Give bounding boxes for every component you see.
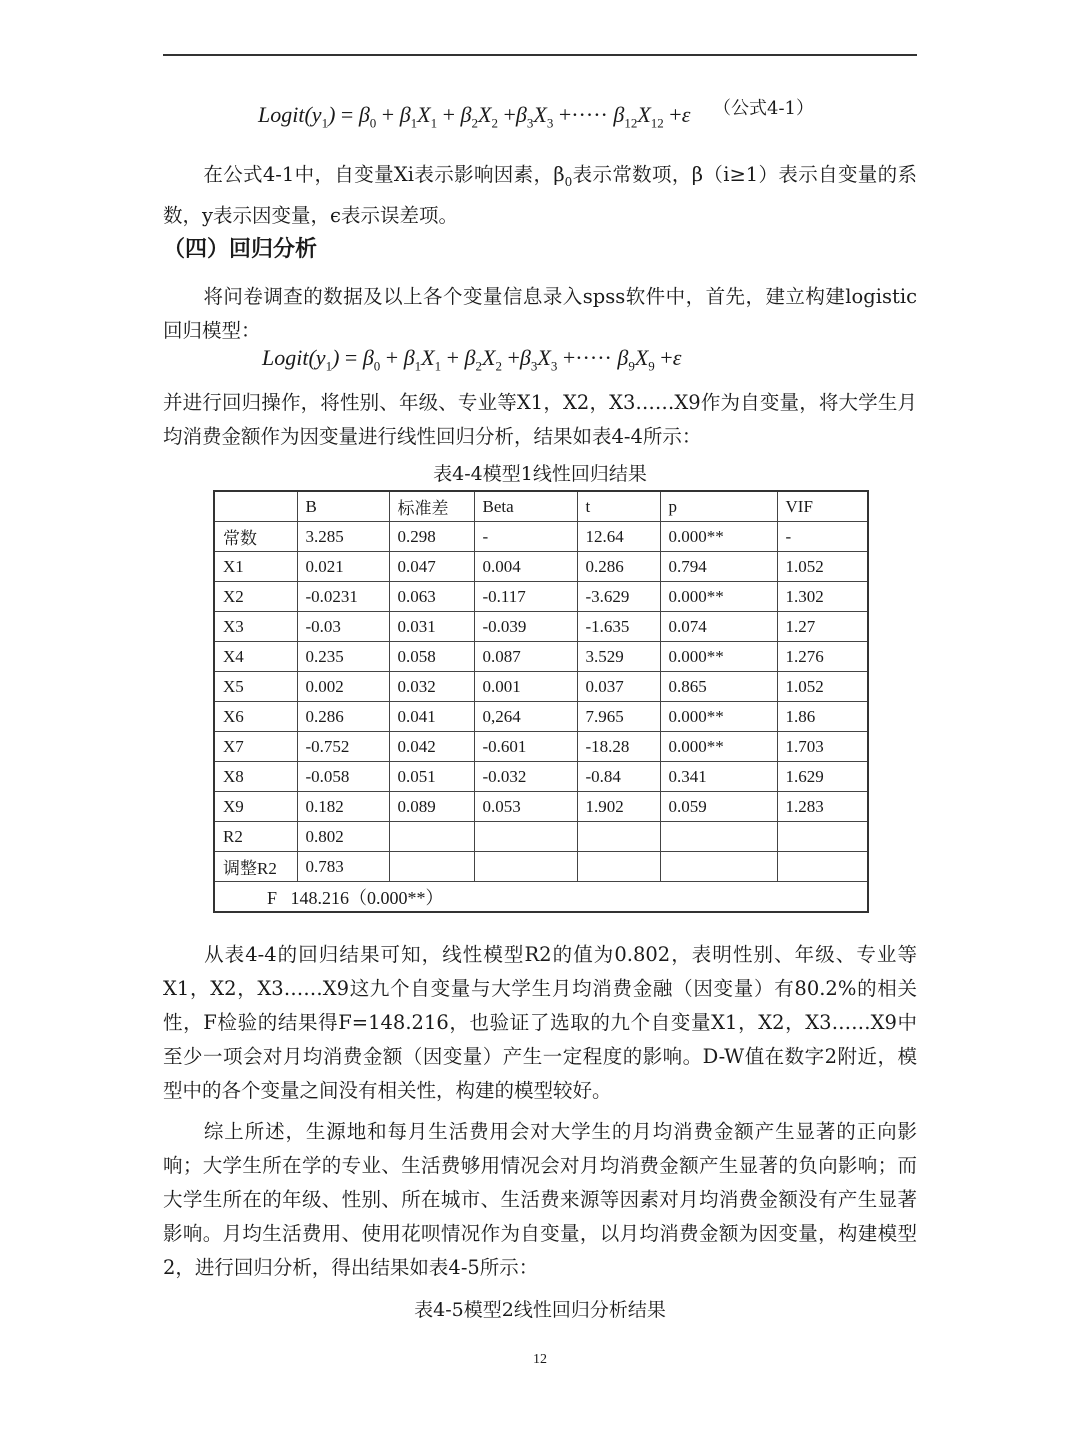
value-cell: 0.051	[389, 762, 474, 792]
regression-setup-paragraph: 并进行回归操作，将性别、年级、专业等X1，X2，X3……X9作为自变量，将大学生月均消费金额作为因变量进行线性回归分析，结果如表4-4所示：	[163, 391, 917, 448]
value-cell: 0.063	[389, 582, 474, 612]
value-cell: 0.000**	[660, 522, 777, 552]
table-row	[214, 552, 868, 582]
value-cell: -0.0231	[297, 582, 389, 612]
value-cell: 0.031	[389, 612, 474, 642]
header-cell: t	[577, 491, 660, 522]
value-cell: -0.117	[474, 582, 577, 612]
value-cell: 0.000**	[660, 732, 777, 762]
value-cell	[577, 852, 660, 882]
formula-4-1-label: （公式4-1）	[713, 98, 814, 119]
value-cell: 1.703	[777, 732, 868, 762]
value-cell: 0.235	[297, 642, 389, 672]
value-cell: -0.601	[474, 732, 577, 762]
formula-explanation-paragraph: 在公式4-1中，自变量Xi表示影响因素，$\beta_0$表示常数项，β（i≥1）表示自变量的系数，y表示因变量，ϵ表示误差项。	[163, 163, 917, 227]
value-cell: 1.629	[777, 762, 868, 792]
row-label-cell: X3	[214, 612, 297, 642]
value-cell: -0.032	[474, 762, 577, 792]
results-interpretation-paragraph: 从表4-4的回归结果可知，线性模型R2的值为0.802，表明性别、年级、专业等X1，X2，X3……X9这九个自变量与大学生月均消费金融（因变量）有80.2%的相关性，F检验的结果得F=148.216，也验证了选取的九个自变量X1，X2，X3……X9中至少一项会对月均消费金额（因变量）产生一定程度的影响。D-W值在数字2附近，模型中的各个变量之间没有相关性，构建的模型较好。	[163, 943, 917, 1102]
value-cell: 3.529	[577, 642, 660, 672]
table-header-row	[214, 491, 868, 522]
value-cell: 0.001	[474, 672, 577, 702]
page-number: 12	[533, 1352, 547, 1367]
value-cell: 1.052	[777, 672, 868, 702]
value-cell: 1.276	[777, 642, 868, 672]
value-cell: 0.000**	[660, 642, 777, 672]
value-cell: 0.032	[389, 672, 474, 702]
value-cell: 0.286	[297, 702, 389, 732]
header-cell: B	[297, 491, 389, 522]
table-4-5-caption: 表4-5模型2线性回归分析结果	[414, 1299, 666, 1321]
table-row	[214, 732, 868, 762]
value-cell	[389, 852, 474, 882]
row-label-cell: X8	[214, 762, 297, 792]
value-cell: 0.087	[474, 642, 577, 672]
value-cell	[660, 852, 777, 882]
value-cell: -18.28	[577, 732, 660, 762]
value-cell: 0.783	[297, 852, 389, 882]
value-cell: -0.752	[297, 732, 389, 762]
row-label-cell: 调整R2	[214, 852, 297, 882]
row-label-cell: X9	[214, 792, 297, 822]
value-cell: 0.182	[297, 792, 389, 822]
value-cell: 0.002	[297, 672, 389, 702]
header-cell: p	[660, 491, 777, 522]
table-row	[214, 582, 868, 612]
table-row	[214, 762, 868, 792]
value-cell: 1.283	[777, 792, 868, 822]
row-label-cell: X7	[214, 732, 297, 762]
value-cell: 0.047	[389, 552, 474, 582]
value-cell: 0,264	[474, 702, 577, 732]
value-cell: 0.058	[389, 642, 474, 672]
table-row	[214, 852, 868, 882]
row-label-cell: 常数	[214, 522, 297, 552]
table-row	[214, 522, 868, 552]
table-row	[214, 822, 868, 852]
value-cell: -3.629	[577, 582, 660, 612]
header-cell: VIF	[777, 491, 868, 522]
value-cell: 1.86	[777, 702, 868, 732]
regression-table-4-4	[213, 490, 869, 913]
model-1-formula: $Logit(y_1) = \beta_0 + \beta_1X_1 + \beta_2X_2 +\beta_3X_3$ +····· $\beta_9X_9 +\varepsilon$	[262, 345, 682, 374]
f-statistic-cell: F 148.216（0.000**）	[214, 882, 868, 913]
row-label-cell: X5	[214, 672, 297, 702]
row-label-cell: X4	[214, 642, 297, 672]
value-cell: 0.041	[389, 702, 474, 732]
value-cell: 1.302	[777, 582, 868, 612]
row-label-cell: X1	[214, 552, 297, 582]
value-cell: 0.004	[474, 552, 577, 582]
value-cell: 0.089	[389, 792, 474, 822]
header-cell: Beta	[474, 491, 577, 522]
model-intro-paragraph: 将问卷调查的数据及以上各个变量信息录入spss软件中，首先，建立构建logistic回归模型：	[163, 285, 917, 342]
value-cell	[777, 852, 868, 882]
value-cell: -1.635	[577, 612, 660, 642]
value-cell: 0.042	[389, 732, 474, 762]
value-cell: -0.84	[577, 762, 660, 792]
table-row	[214, 612, 868, 642]
table-row	[214, 642, 868, 672]
value-cell: 0.021	[297, 552, 389, 582]
value-cell: -	[474, 522, 577, 552]
formula-4-1: $Logit(y_1) = \beta_0 + \beta_1X_1 + \beta_2X_2 +\beta_3X_3$ +····· $\beta_{12}X_{12} +\varepsilon$	[258, 102, 691, 131]
value-cell	[474, 852, 577, 882]
value-cell: -0.039	[474, 612, 577, 642]
value-cell: 3.285	[297, 522, 389, 552]
row-label-cell: X6	[214, 702, 297, 732]
value-cell: 0.286	[577, 552, 660, 582]
section-heading: （四）回归分析	[163, 237, 318, 262]
value-cell: 0.074	[660, 612, 777, 642]
table-row	[214, 792, 868, 822]
value-cell	[389, 822, 474, 852]
row-label-cell: X2	[214, 582, 297, 612]
table-4-4-caption: 表4-4模型1线性回归结果	[433, 463, 647, 485]
value-cell: 1.902	[577, 792, 660, 822]
f-statistic-row	[214, 882, 868, 913]
table-row	[214, 702, 868, 732]
value-cell	[777, 822, 868, 852]
value-cell: 0.794	[660, 552, 777, 582]
value-cell: 0.000**	[660, 702, 777, 732]
value-cell	[577, 822, 660, 852]
value-cell: -	[777, 522, 868, 552]
value-cell: 0.053	[474, 792, 577, 822]
value-cell: 0.865	[660, 672, 777, 702]
row-label-cell: R2	[214, 822, 297, 852]
value-cell: 1.052	[777, 552, 868, 582]
value-cell: -0.058	[297, 762, 389, 792]
value-cell: 1.27	[777, 612, 868, 642]
value-cell: 0.298	[389, 522, 474, 552]
value-cell	[660, 822, 777, 852]
summary-paragraph: 综上所述，生源地和每月生活费用会对大学生的月均消费金额产生显著的正向影响；大学生所在学的专业、生活费够用情况会对月均消费金额产生显著的负向影响；而大学生所在的年级、性别、所在城市、生活费来源等因素对月均消费金额没有产生显著影响。月均生活费用、使用花呗情况作为自变量，以月均消费金额为因变量，构建模型2，进行回归分析，得出结果如表4-5所示：	[163, 1120, 917, 1279]
header-cell	[214, 491, 297, 522]
value-cell: 0.000**	[660, 582, 777, 612]
value-cell: -0.03	[297, 612, 389, 642]
value-cell	[474, 822, 577, 852]
value-cell: 12.64	[577, 522, 660, 552]
value-cell: 0.802	[297, 822, 389, 852]
table-row	[214, 672, 868, 702]
value-cell: 7.965	[577, 702, 660, 732]
value-cell: 0.037	[577, 672, 660, 702]
header-rule	[163, 54, 917, 56]
value-cell: 0.059	[660, 792, 777, 822]
header-cell: 标准差	[389, 491, 474, 522]
value-cell: 0.341	[660, 762, 777, 792]
